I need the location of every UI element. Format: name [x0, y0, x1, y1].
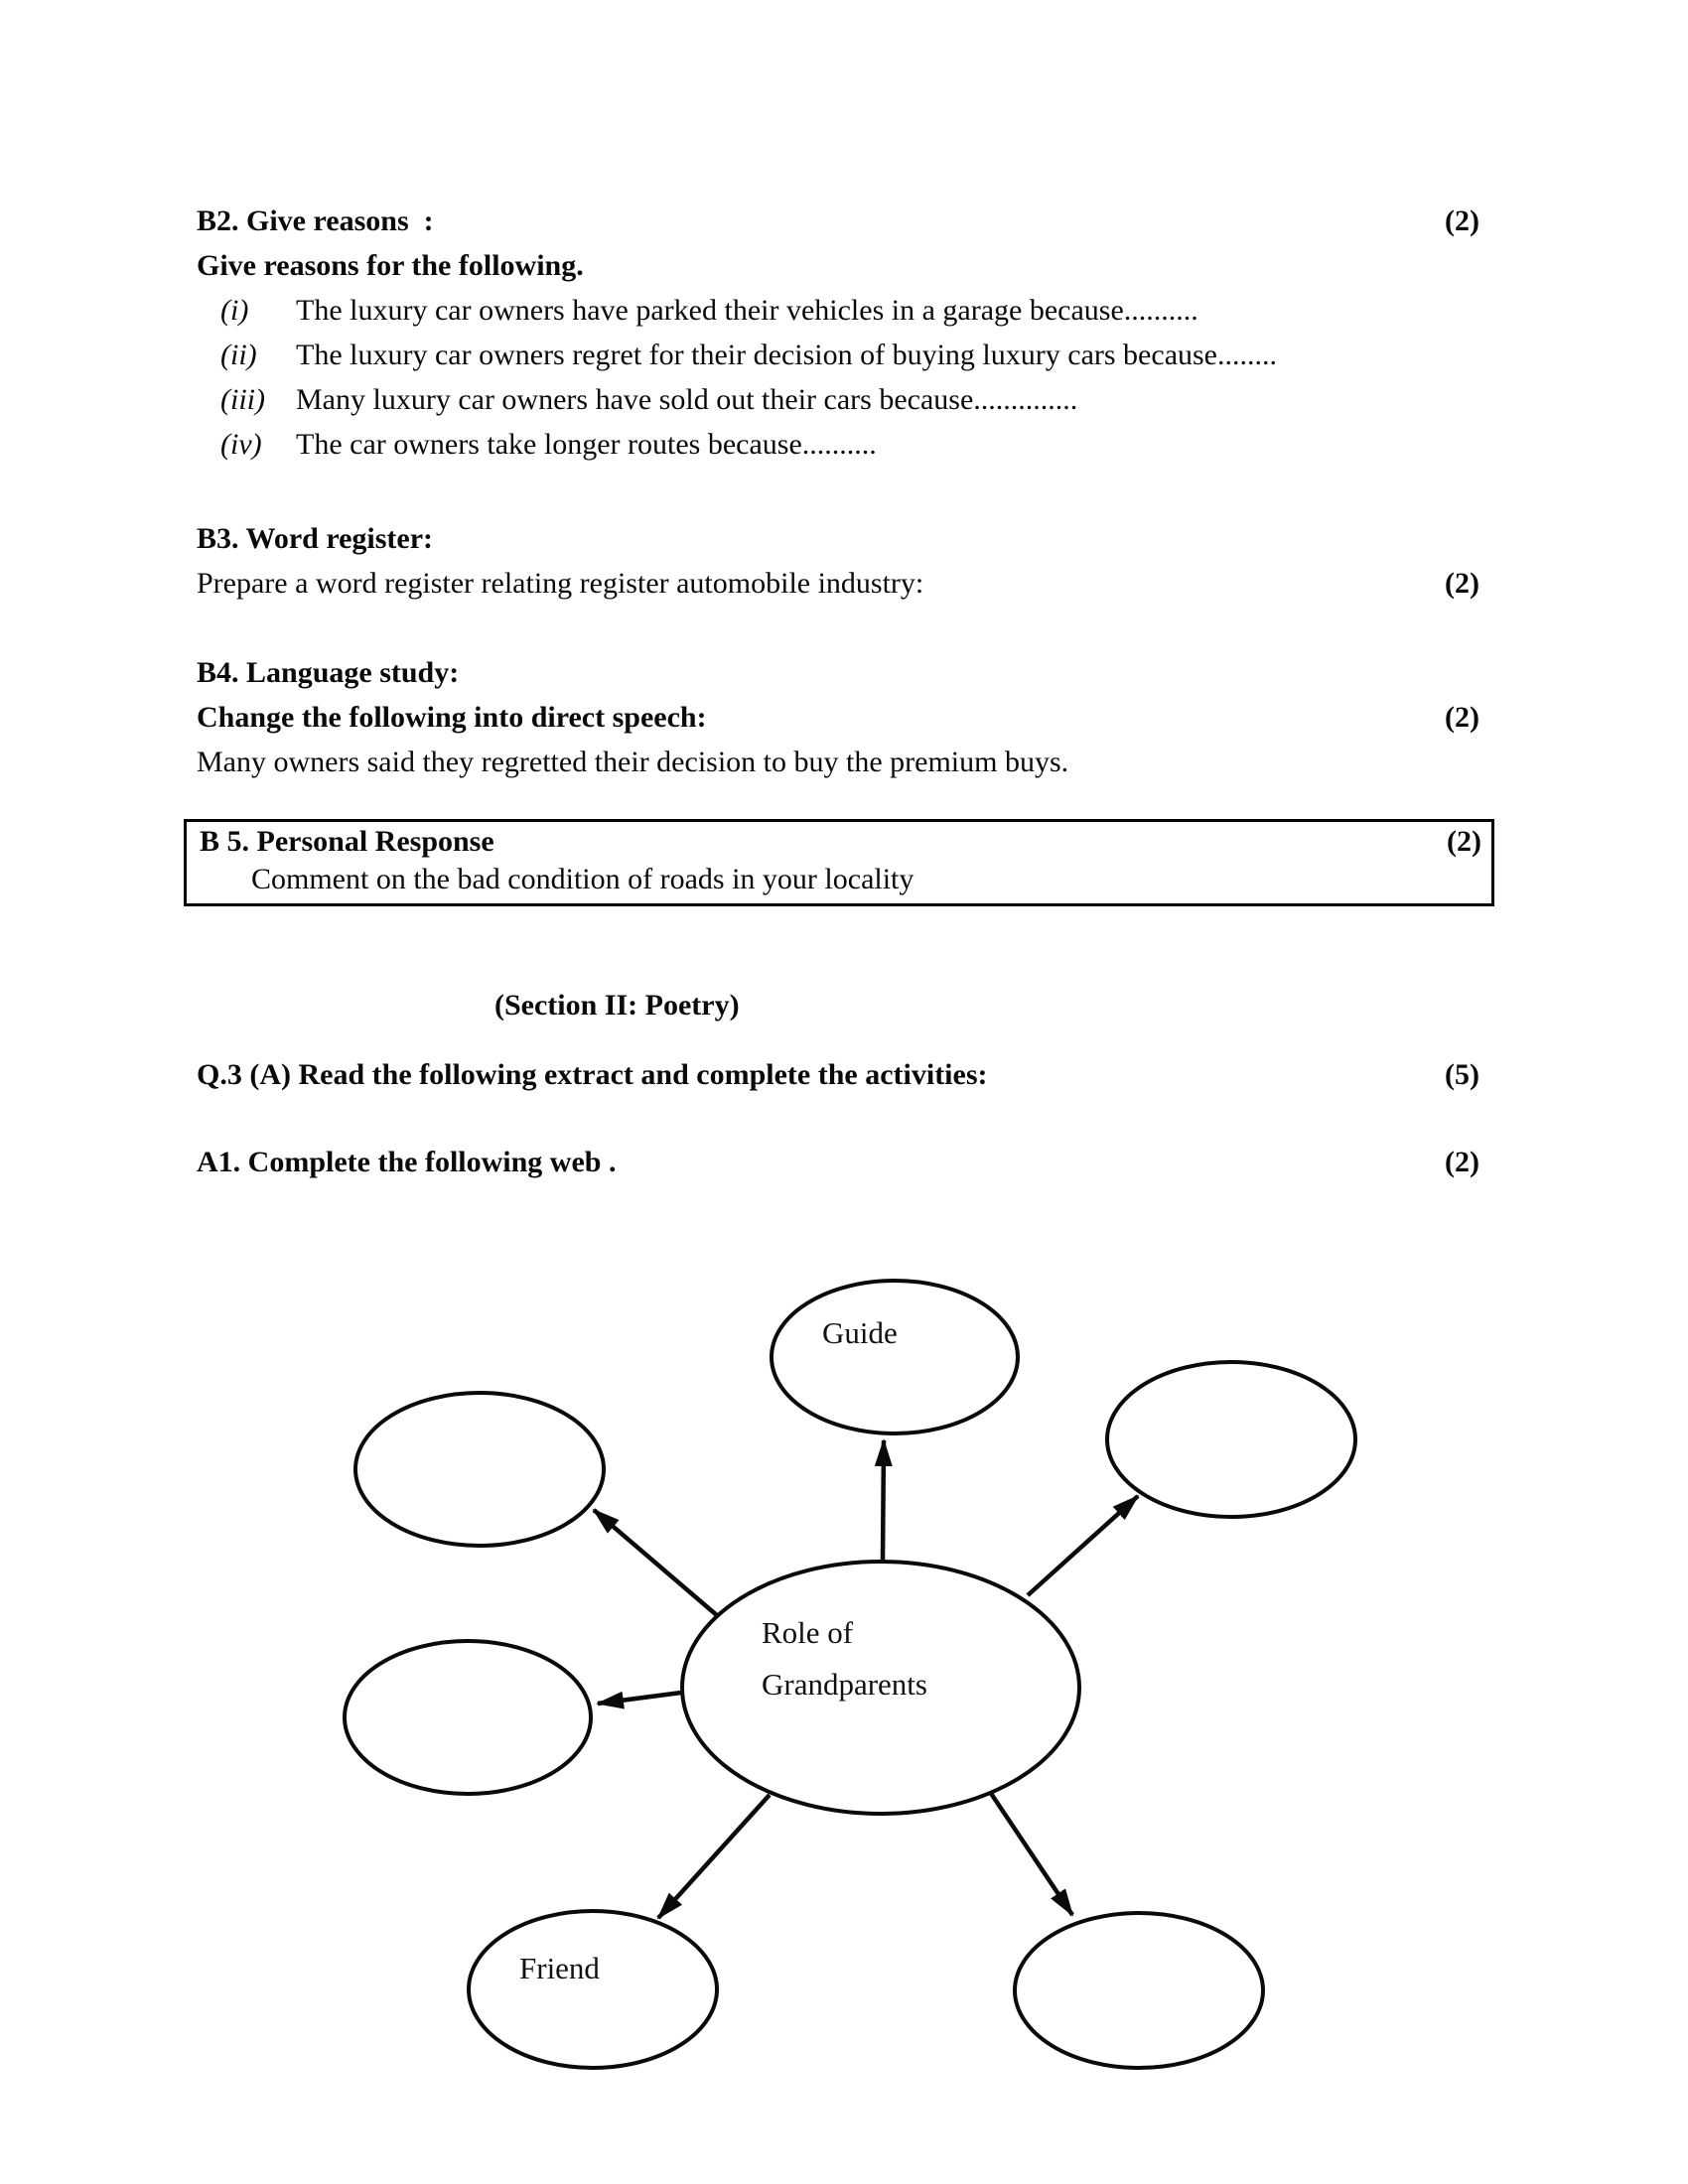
section-b4-task-row — [197, 695, 1479, 740]
activity-a1-heading-row — [197, 1140, 1479, 1184]
section-b4-heading-row — [197, 650, 1479, 695]
question3-marks: (5) — [1445, 1058, 1479, 1091]
section-b2-subheading: Give reasons for the following. — [197, 249, 584, 282]
list-item-number: (iii) — [220, 383, 265, 416]
section-b3-heading-row — [197, 516, 1479, 561]
web-label-friend: Friend — [519, 1951, 600, 1985]
list-item — [197, 333, 1479, 377]
web-node-blank-bottom-right — [1015, 1913, 1263, 2068]
section-b2-subheading-row — [197, 243, 1479, 288]
activity-a1-heading: A1. Complete the following web . — [197, 1146, 617, 1178]
list-item-text: The luxury car owners have parked their vehicles in a garage because.......... — [296, 294, 1198, 327]
activity-a1-marks: (2) — [1445, 1146, 1479, 1178]
section-b2-marks: (2) — [1445, 205, 1479, 237]
section-b4-sentence: Many owners said they regretted their decision to buy the premium buys. — [197, 746, 1069, 778]
list-item-number: (ii) — [220, 339, 257, 371]
web-label-center-line2: Grandparents — [762, 1667, 927, 1702]
web-node-blank-top-right — [1107, 1362, 1355, 1517]
section-b4-marks: (2) — [1445, 701, 1479, 734]
list-item — [197, 422, 1479, 467]
section-b5-task: Comment on the bad condition of roads in your locality — [251, 863, 914, 895]
arrow-to-guide — [883, 1440, 884, 1562]
arrow-to-top-left — [594, 1510, 718, 1616]
word-web-diagram — [0, 1246, 1688, 2090]
section-b4-task: Change the following into direct speech: — [197, 701, 707, 734]
web-node-friend — [469, 1911, 717, 2068]
section-b3-marks: (2) — [1445, 567, 1479, 600]
arrow-to-mid-left — [598, 1693, 681, 1704]
arrow-to-bottom-right — [990, 1792, 1072, 1915]
section-b4-heading: B4. Language study: — [197, 656, 460, 689]
personal-response-box — [184, 819, 1494, 906]
section-b2-heading: B2. Give reasons : — [197, 205, 434, 237]
section-b3-task: Prepare a word register relating register automobile industry: — [197, 567, 924, 600]
section-b3-heading: B3. Word register: — [197, 522, 434, 555]
section-b5-heading-row — [200, 823, 1481, 861]
section-b4-sentence-row — [197, 740, 1479, 784]
web-label-center-line1: Role of — [762, 1615, 854, 1650]
section-b5-marks: (2) — [1447, 825, 1481, 858]
web-label-guide: Guide — [822, 1315, 898, 1350]
web-node-guide — [772, 1281, 1018, 1433]
list-item-text: The luxury car owners regret for their decision of buying luxury cars because........ — [296, 339, 1277, 371]
question3-heading: Q.3 (A) Read the following extract and complete the activities: — [197, 1058, 988, 1091]
list-item — [197, 377, 1479, 422]
page-content — [197, 199, 1479, 1184]
question3-heading-row — [197, 1052, 1479, 1097]
web-node-blank-mid-left — [345, 1641, 591, 1794]
section-b2-heading-row — [197, 199, 1479, 243]
list-item-text: The car owners take longer routes because.......... — [296, 428, 877, 461]
list-item — [197, 288, 1479, 333]
section-b5-heading: B 5. Personal Response — [200, 825, 494, 858]
arrow-to-friend — [658, 1795, 770, 1918]
section2-heading: (Section II: Poetry) — [494, 989, 740, 1022]
section-b3-task-row — [197, 561, 1479, 606]
web-node-blank-top-left — [355, 1393, 604, 1546]
list-item-number: (iv) — [220, 428, 262, 461]
list-item-number: (i) — [220, 294, 249, 327]
list-item-text: Many luxury car owners have sold out their cars because.............. — [296, 383, 1078, 416]
arrow-to-top-right — [1028, 1496, 1138, 1595]
